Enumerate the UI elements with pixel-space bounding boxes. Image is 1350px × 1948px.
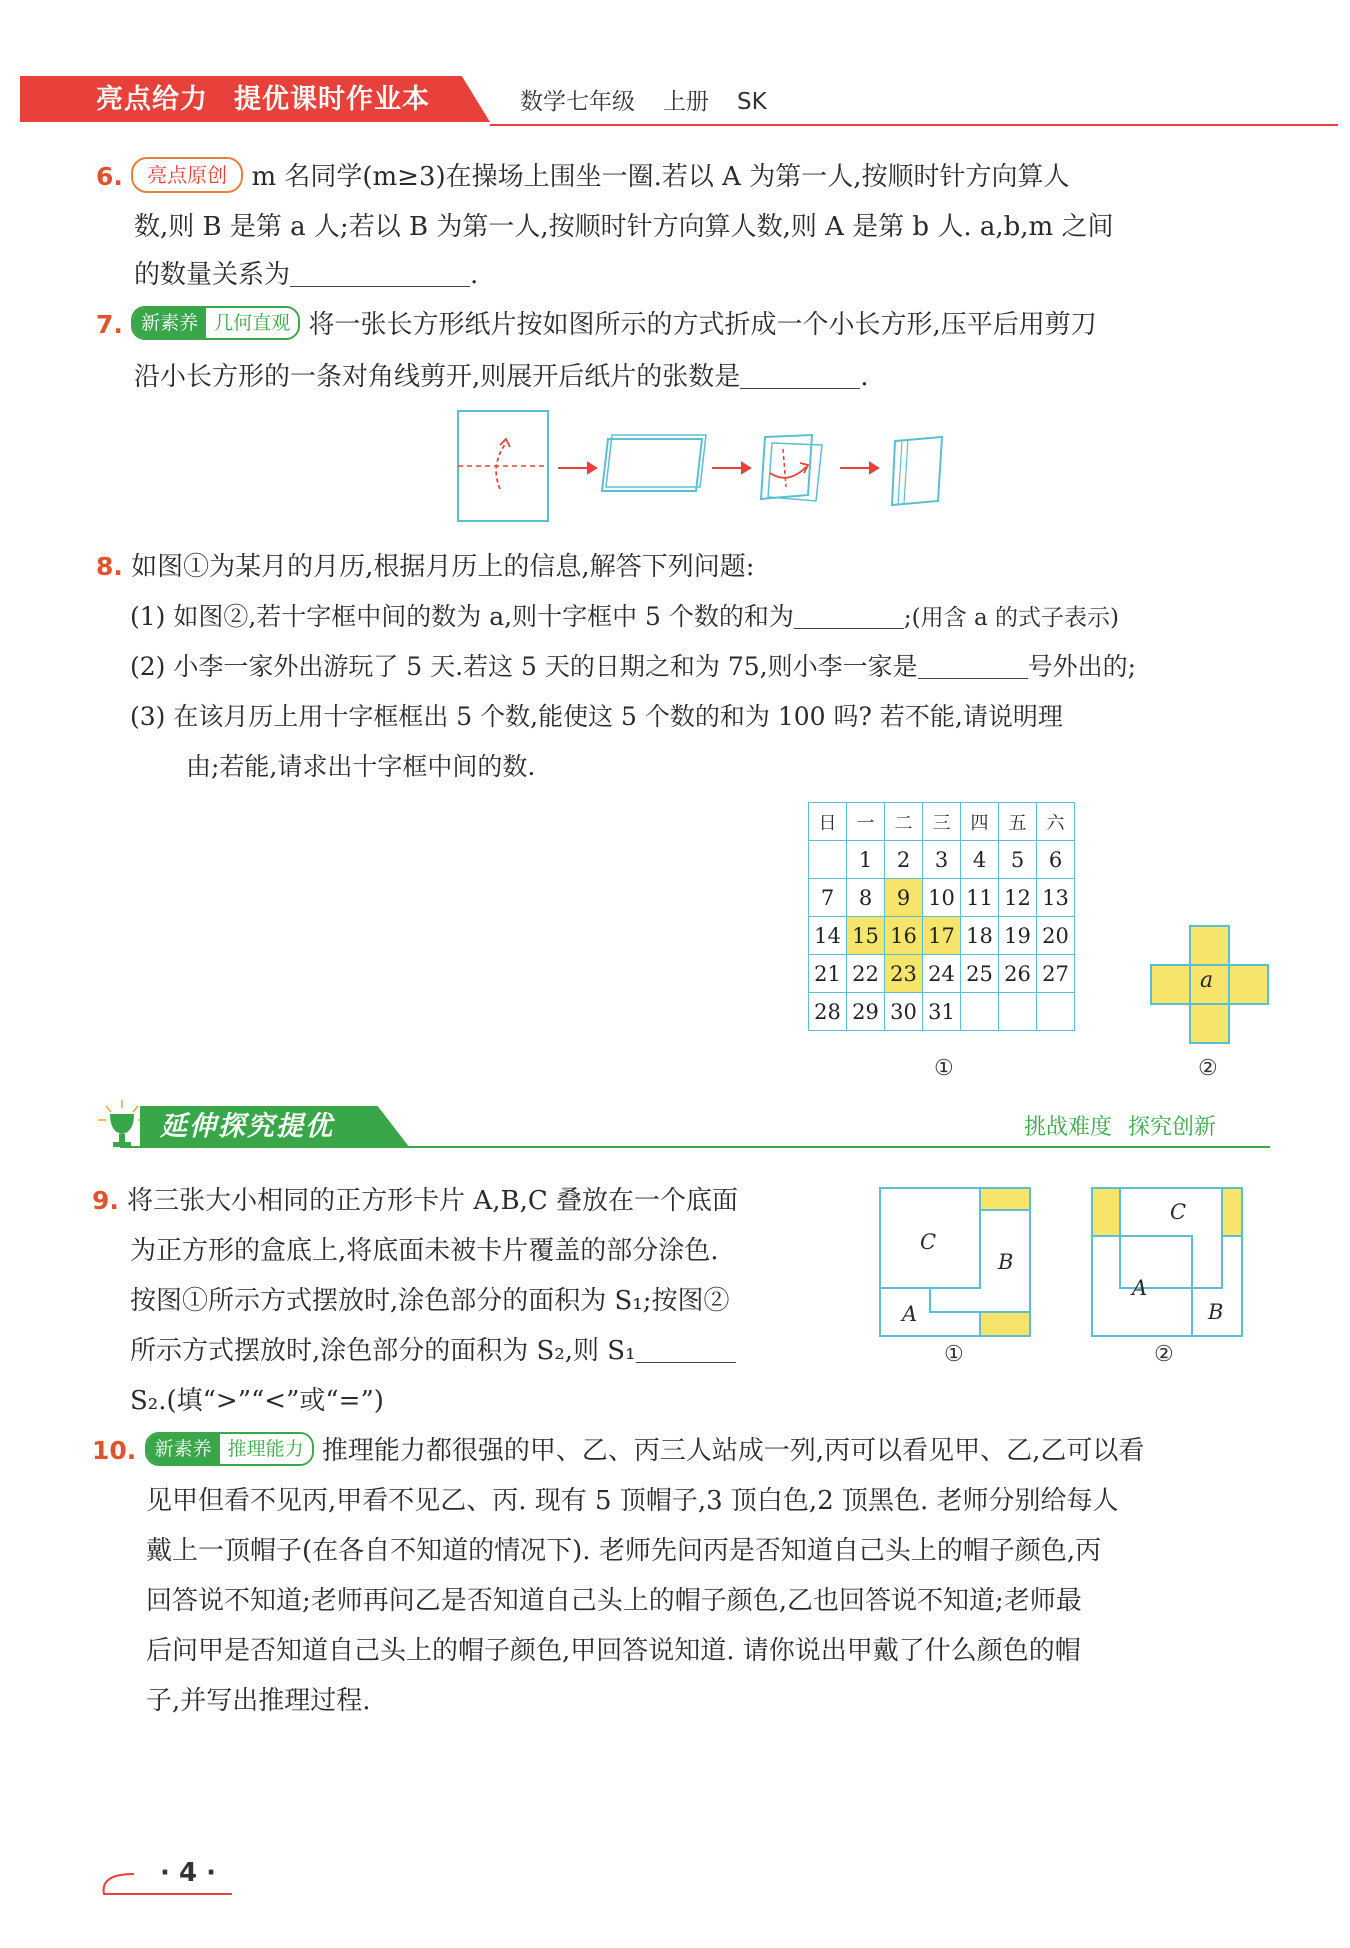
q9-text1: 将三张大小相同的正方形卡片 A,B,C 叠放在一个底面: [127, 1186, 739, 1216]
q9-line5: S₂.(填“>”“<”或“=”): [130, 1386, 384, 1416]
calendar-weekday-1: 一: [847, 803, 885, 841]
q6-end: .: [470, 260, 479, 290]
q7-badge-left: 新素养: [133, 308, 206, 338]
q9-line1: [92, 1176, 738, 1226]
q10-line3: 戴上一顶帽子(在各自不知道的情况下). 老师先问丙是否知道自己头上的帽子颜色,丙: [146, 1536, 1102, 1566]
q7-answer-blank[interactable]: [740, 358, 860, 389]
q7-line1: [96, 300, 1097, 350]
calendar-weekday-5: 五: [999, 803, 1037, 841]
calendar-weekday-6: 六: [1037, 803, 1075, 841]
header-subject: 数学七年级: [520, 89, 635, 115]
calendar-week-row: [809, 917, 1075, 955]
q6-answer-blank[interactable]: [290, 256, 470, 287]
q7-end: .: [860, 362, 869, 392]
q7-folded-final: [892, 437, 942, 505]
calendar-week-row: [809, 993, 1075, 1031]
q9-fig2-label-b: B: [1208, 1300, 1224, 1324]
q10-line6: 子,并写出推理过程.: [146, 1686, 371, 1716]
calendar-day-2: 2: [885, 841, 923, 879]
q9-fig1-label-a: A: [902, 1302, 918, 1326]
calendar-day-3: 3: [923, 841, 961, 879]
q10-number: 10.: [92, 1436, 137, 1465]
section-tag-1: 挑战难度: [1024, 1115, 1113, 1140]
q9-line4: [130, 1326, 736, 1376]
calendar-weekday-3: 三: [923, 803, 961, 841]
q10-text1: 推理能力都很强的甲、乙、丙三人站成一列,丙可以看见甲、乙,乙可以看: [321, 1436, 1145, 1466]
q9-line2: 为正方形的盒底上,将底面未被卡片覆盖的部分涂色.: [130, 1236, 719, 1266]
q8-intro: 如图①为某月的月历,根据月历上的信息,解答下列问题:: [131, 552, 755, 582]
page-number: · 4 ·: [160, 1858, 216, 1888]
q8-cross-label: a: [1200, 968, 1214, 993]
calendar-day-22: 22: [847, 955, 885, 993]
q9-fig2-label-a: A: [1132, 1276, 1148, 1300]
calendar-week-row: [809, 841, 1075, 879]
section-tag-2: 探究创新: [1128, 1115, 1217, 1140]
calendar-day-18: 18: [961, 917, 999, 955]
calendar-empty-cell: [999, 993, 1037, 1031]
calendar-day-13: 13: [1037, 879, 1075, 917]
q9-number: 9.: [92, 1186, 119, 1215]
q7-badge-right: 几何直观: [206, 308, 298, 338]
header-left-title: 亮点给力: [96, 84, 208, 115]
q8-part3-line1: (3) 在该月历上用十字框框出 5 个数,能使这 5 个数的和为 100 吗? 若不能,请说明理: [130, 702, 1063, 731]
q10-line5: 后问甲是否知道自己头上的帽子颜色,甲回答说知道. 请你说出甲戴了什么颜色的帽: [146, 1636, 1081, 1666]
calendar-empty-cell: [961, 993, 999, 1031]
calendar-day-24: 24: [923, 955, 961, 993]
q7-folding-figure: [450, 405, 970, 525]
calendar-day-1: 1: [847, 841, 885, 879]
q7-folded-once: [602, 439, 702, 491]
q8-part1: [130, 592, 1119, 643]
q8-part2: [130, 642, 1136, 692]
calendar-day-8: 8: [847, 879, 885, 917]
calendar-day-19: 19: [999, 917, 1037, 955]
q8-p1-text: (1) 如图②,若十字框中间的数为 a,则十字框中 5 个数的和为: [130, 602, 794, 631]
calendar-day-23: 23: [885, 955, 923, 993]
calendar-day-28: 28: [809, 993, 847, 1031]
calendar-day-14: 14: [809, 917, 847, 955]
calendar-week-row: [809, 879, 1075, 917]
calendar-day-5: 5: [999, 841, 1037, 879]
q6-badge: 亮点原创: [131, 157, 243, 193]
q7-text1: 将一张长方形纸片按如图所示的方式折成一个小长方形,压平后用剪刀: [308, 310, 1097, 340]
q7-number: 7.: [96, 310, 123, 339]
calendar-weekday-4: 四: [961, 803, 999, 841]
q8-calendar: [808, 802, 1075, 1031]
q9-line3: 按图①所示方式摆放时,涂色部分的面积为 S₁;按图②: [130, 1286, 730, 1316]
q8-part3-line2: 由;若能,请求出十字框中间的数.: [186, 752, 536, 781]
q6-line3: [134, 250, 478, 300]
q9-fig2-label-c: C: [1170, 1200, 1187, 1224]
page-number-value: 4: [178, 1858, 198, 1888]
q9-fig2-caption: ②: [1154, 1342, 1174, 1367]
q9-fig1-label-b: B: [998, 1250, 1014, 1274]
q8-p2-tail: 号外出的;: [1027, 652, 1137, 681]
q7-badge: [131, 306, 300, 340]
q8-line-intro: [96, 542, 754, 592]
q10-line1: [92, 1426, 1144, 1476]
q10-badge-left: 新素养: [147, 1434, 220, 1464]
q10-line2: 见甲但看不见丙,甲看不见乙、丙. 现有 5 顶帽子,3 顶白色,2 顶黑色. 老师分别给每人: [146, 1486, 1119, 1516]
calendar-header-row: [809, 803, 1075, 841]
header-series-title: [96, 80, 456, 120]
calendar-week-row: [809, 955, 1075, 993]
q8-p1-blank[interactable]: [794, 598, 904, 629]
calendar-day-11: 11: [961, 879, 999, 917]
q8-p1-tail: ;(用含 a 的式子表示): [903, 605, 1119, 631]
q6-line1: [96, 152, 1069, 202]
calendar-day-12: 12: [999, 879, 1037, 917]
calendar-day-27: 27: [1037, 955, 1075, 993]
q10-badge-right: 推理能力: [220, 1434, 312, 1464]
q8-cross-caption: ②: [1198, 1056, 1218, 1081]
calendar-day-31: 31: [923, 993, 961, 1031]
q8-number: 8.: [96, 552, 123, 581]
calendar-weekday-0: 日: [809, 803, 847, 841]
q9-fig1-caption: ①: [944, 1342, 964, 1367]
q7-line2: [134, 352, 869, 402]
q6-text1: m 名同学(m≥3)在操场上围坐一圈.若以 A 为第一人,按顺时针方向算人: [251, 162, 1070, 192]
header-rule: [490, 124, 1338, 126]
q10-badge: [145, 1432, 314, 1466]
q8-p2-blank[interactable]: [918, 648, 1028, 679]
q6-line2: 数,则 B 是第 a 人;若以 B 为第一人,按顺时针方向算人数,则 A 是第 b 人. a,b,m 之间: [134, 212, 1114, 242]
calendar-day-30: 30: [885, 993, 923, 1031]
calendar-day-15: 15: [847, 917, 885, 955]
calendar-empty-cell: [809, 841, 847, 879]
calendar-day-16: 16: [885, 917, 923, 955]
calendar-day-4: 4: [961, 841, 999, 879]
header-left-subtitle: 提优课时作业本: [234, 84, 430, 115]
calendar-weekday-2: 二: [885, 803, 923, 841]
q6-text3: 的数量关系为: [134, 260, 291, 290]
q10-line4: 回答说不知道;老师再问乙是否知道自己头上的帽子颜色,乙也回答说不知道;老师最: [146, 1586, 1082, 1616]
calendar-day-9: 9: [885, 879, 923, 917]
calendar-day-6: 6: [1037, 841, 1075, 879]
q8-p2-text: (2) 小李一家外出游玩了 5 天.若这 5 天的日期之和为 75,则小李一家是: [130, 652, 918, 681]
header-book-info: [520, 82, 795, 122]
q7-text2: 沿小长方形的一条对角线剪开,则展开后纸片的张数是: [134, 362, 741, 392]
calendar-day-20: 20: [1037, 917, 1075, 955]
calendar-day-26: 26: [999, 955, 1037, 993]
calendar-empty-cell: [1037, 993, 1075, 1031]
section-tags: [1024, 1108, 1232, 1148]
q9-answer-blank[interactable]: [636, 1332, 736, 1363]
section-title: 延伸探究提优: [160, 1111, 334, 1142]
q6-number: 6.: [96, 162, 123, 191]
header-volume: 上册: [663, 89, 709, 115]
calendar-day-21: 21: [809, 955, 847, 993]
calendar-day-29: 29: [847, 993, 885, 1031]
q9-fig1-label-c: C: [920, 1230, 937, 1254]
q9-text4: 所示方式摆放时,涂色部分的面积为 S₂,则 S₁: [130, 1336, 636, 1366]
q8-calendar-caption: ①: [934, 1056, 954, 1081]
header-edition: SK: [737, 89, 767, 115]
calendar-day-17: 17: [923, 917, 961, 955]
calendar-day-10: 10: [923, 879, 961, 917]
calendar-day-25: 25: [961, 955, 999, 993]
calendar-day-7: 7: [809, 879, 847, 917]
